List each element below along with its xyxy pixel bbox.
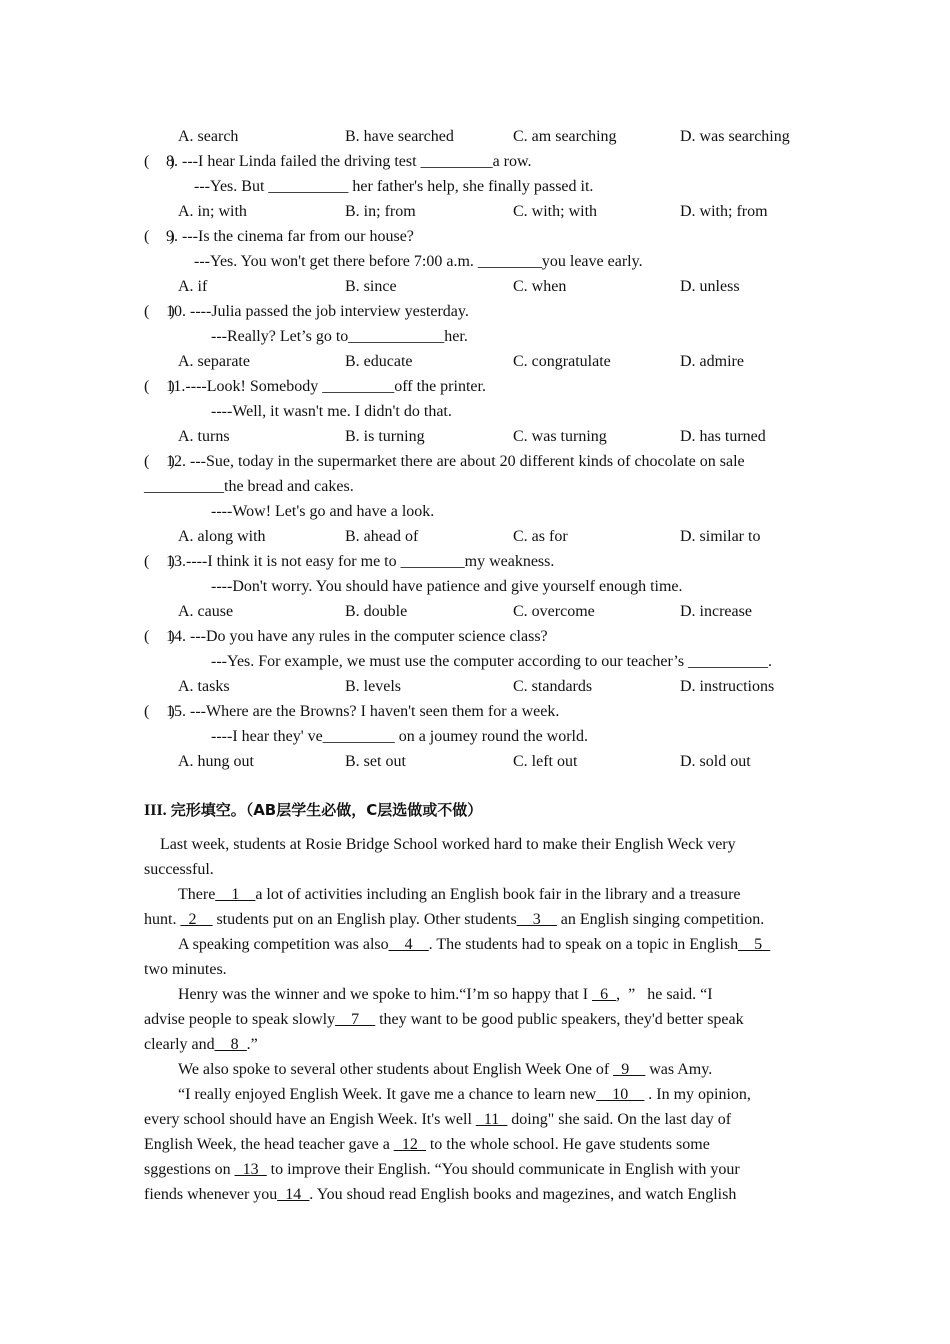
blank-8[interactable]: __8_ xyxy=(214,1036,247,1053)
option-a: A. tasks xyxy=(178,678,230,695)
option-d: D. increase xyxy=(680,603,752,620)
option-c: C. as for xyxy=(513,528,568,545)
passage-line xyxy=(144,1110,731,1130)
answer-parenthesis[interactable]: ( ) xyxy=(144,453,175,470)
answer-parenthesis[interactable]: ( ) xyxy=(144,628,175,645)
question-stem: 8. ---I hear Linda failed the driving test _________a row. xyxy=(166,153,532,170)
answer-parenthesis[interactable]: ( ) xyxy=(144,703,175,720)
blank-4[interactable]: __4__ xyxy=(388,936,429,953)
option-c: C. when xyxy=(513,278,567,295)
option-a: A. hung out xyxy=(178,753,254,770)
section-title: 完形填空。（AB层学生必做，C层选做或不做） xyxy=(170,801,483,819)
passage-line xyxy=(144,1010,744,1030)
passage-text: A speaking competition was also xyxy=(178,936,389,953)
passage-text: clearly and xyxy=(144,1036,215,1053)
passage-line: Last week, students at Rosie Bridge School worked hard to make their English Weck very xyxy=(160,836,736,853)
option-d: D. with; from xyxy=(680,203,768,220)
option-b: B. have searched xyxy=(345,128,454,145)
question-stem: 14. ---Do you have any rules in the computer science class? xyxy=(166,628,548,645)
passage-text: every school should have an Engish Week. It's well xyxy=(144,1111,476,1128)
passage-text: to the whole school. He gave students some xyxy=(425,1136,710,1153)
passage-text: hunt. xyxy=(144,911,181,928)
passage-text: sggestions on xyxy=(144,1161,235,1178)
section-roman-numeral: III. xyxy=(144,802,171,819)
answer-parenthesis[interactable]: ( ) xyxy=(144,228,175,245)
option-c: C. standards xyxy=(513,678,593,695)
option-d: D. similar to xyxy=(680,528,761,545)
passage-text: students put on an English play. Other students xyxy=(212,911,517,928)
blank-2[interactable]: _2__ xyxy=(180,911,213,928)
question-stem: 9. ---Is the cinema far from our house? xyxy=(166,228,414,245)
blank-10[interactable]: __10__ xyxy=(596,1086,645,1103)
passage-text: , ” he said. “I xyxy=(616,986,713,1003)
option-a: A. if xyxy=(178,278,208,295)
passage-text: English Week, the head teacher gave a xyxy=(144,1136,394,1153)
passage-text: . The students had to speak on a topic in English xyxy=(428,936,739,953)
option-c: C. congratulate xyxy=(513,353,611,370)
blank-14[interactable]: _14_ xyxy=(277,1186,310,1203)
passage-text: We also spoke to several other students about English Week One of xyxy=(178,1061,614,1078)
passage-text: fiends whenever you xyxy=(144,1186,278,1203)
option-b: B. is turning xyxy=(345,428,425,445)
blank-11[interactable]: _11_ xyxy=(475,1111,508,1128)
option-a: A. in; with xyxy=(178,203,247,220)
passage-text: There xyxy=(178,886,216,903)
option-b: B. since xyxy=(345,278,397,295)
passage-text: .” xyxy=(246,1036,258,1053)
answer-parenthesis[interactable]: ( ) xyxy=(144,153,175,170)
question-reply: ---Yes. You won't get there before 7:00 a.m. ________you leave early. xyxy=(194,253,643,270)
option-a: A. cause xyxy=(178,603,234,620)
passage-text: . You shoud read English books and magezines, and watch English xyxy=(309,1186,737,1203)
blank-5[interactable]: __5_ xyxy=(738,936,771,953)
blank-6[interactable]: _6_ xyxy=(592,986,617,1003)
passage-text: a lot of activities including an English book fair in the library and a treasure xyxy=(255,886,741,903)
blank-9[interactable]: _9__ xyxy=(613,1061,646,1078)
option-d: D. was searching xyxy=(680,128,790,145)
passage-line xyxy=(144,910,764,930)
passage-line xyxy=(178,935,770,955)
option-a: A. turns xyxy=(178,428,230,445)
option-b: B. levels xyxy=(345,678,401,695)
passage-text: to improve their English. “You should communicate in English with your xyxy=(266,1161,740,1178)
option-c: C. overcome xyxy=(513,603,595,620)
question-stem: 13.----I think it is not easy for me to ________my weakness. xyxy=(166,553,555,570)
passage-text: . In my opinion, xyxy=(644,1086,751,1103)
passage-line: successful. xyxy=(144,861,214,878)
question-stem-continued: __________the bread and cakes. xyxy=(144,478,354,495)
question-stem: 11.----Look! Somebody _________off the printer. xyxy=(166,378,486,395)
option-b: B. ahead of xyxy=(345,528,419,545)
blank-7[interactable]: __7__ xyxy=(335,1011,376,1028)
option-b: B. educate xyxy=(345,353,413,370)
passage-line xyxy=(144,1160,740,1180)
blank-13[interactable]: _13_ xyxy=(234,1161,267,1178)
passage-line xyxy=(178,1085,751,1105)
option-c: C. with; with xyxy=(513,203,598,220)
option-c: C. left out xyxy=(513,753,578,770)
passage-text: an English singing competition. xyxy=(556,911,765,928)
option-b: B. in; from xyxy=(345,203,416,220)
question-reply: ---Really? Let’s go to____________her. xyxy=(211,328,468,345)
passage-line xyxy=(178,885,741,905)
option-d: D. unless xyxy=(680,278,740,295)
passage-line xyxy=(144,1135,710,1155)
option-c: C. am searching xyxy=(513,128,617,145)
passage-line xyxy=(178,1060,712,1080)
option-d: D. instructions xyxy=(680,678,775,695)
section-heading xyxy=(144,800,482,821)
question-reply: ----Don't worry. You should have patience and give yourself enough time. xyxy=(211,578,683,595)
blank-12[interactable]: _12_ xyxy=(393,1136,426,1153)
passage-text: they want to be good public speakers, they'd better speak xyxy=(375,1011,744,1028)
option-a: A. along with xyxy=(178,528,266,545)
question-reply: ---Yes. But __________ her father's help, she finally passed it. xyxy=(194,178,594,195)
passage-line: two minutes. xyxy=(144,961,227,978)
passage-text: doing" she said. On the last day of xyxy=(507,1111,732,1128)
passage-text: advise people to speak slowly xyxy=(144,1011,336,1028)
option-d: D. has turned xyxy=(680,428,766,445)
question-stem: 12. ---Sue, today in the supermarket there are about 20 different kinds of chocolate on sale xyxy=(166,453,745,470)
passage-text: “I really enjoyed English Week. It gave me a chance to learn new xyxy=(178,1086,597,1103)
question-reply: ----Well, it wasn't me. I didn't do that. xyxy=(211,403,452,420)
option-b: B. double xyxy=(345,603,408,620)
option-d: D. admire xyxy=(680,353,744,370)
question-stem: 10. ----Julia passed the job interview yesterday. xyxy=(166,303,469,320)
answer-parenthesis[interactable]: ( ) xyxy=(144,303,175,320)
question-stem: 15. ---Where are the Browns? I haven't seen them for a week. xyxy=(166,703,560,720)
answer-parenthesis[interactable]: ( ) xyxy=(144,553,175,570)
option-d: D. sold out xyxy=(680,753,751,770)
passage-text: was Amy. xyxy=(645,1061,713,1078)
option-b: B. set out xyxy=(345,753,406,770)
option-c: C. was turning xyxy=(513,428,607,445)
option-a: A. search xyxy=(178,128,239,145)
question-reply: ----Wow! Let's go and have a look. xyxy=(211,503,435,520)
blank-3[interactable]: __3__ xyxy=(516,911,557,928)
option-a: A. separate xyxy=(178,353,250,370)
answer-parenthesis[interactable]: ( ) xyxy=(144,378,175,395)
question-reply: ----I hear they' ve_________ on a joumey round the world. xyxy=(211,728,588,745)
blank-1[interactable]: __1__ xyxy=(215,886,256,903)
passage-line xyxy=(144,1035,258,1055)
question-reply: ---Yes. For example, we must use the computer according to our teacher’s __________. xyxy=(211,653,773,670)
passage-text: Henry was the winner and we spoke to him.“I’m so happy that I xyxy=(178,986,593,1003)
passage-line xyxy=(144,1185,736,1205)
passage-line xyxy=(178,985,713,1005)
